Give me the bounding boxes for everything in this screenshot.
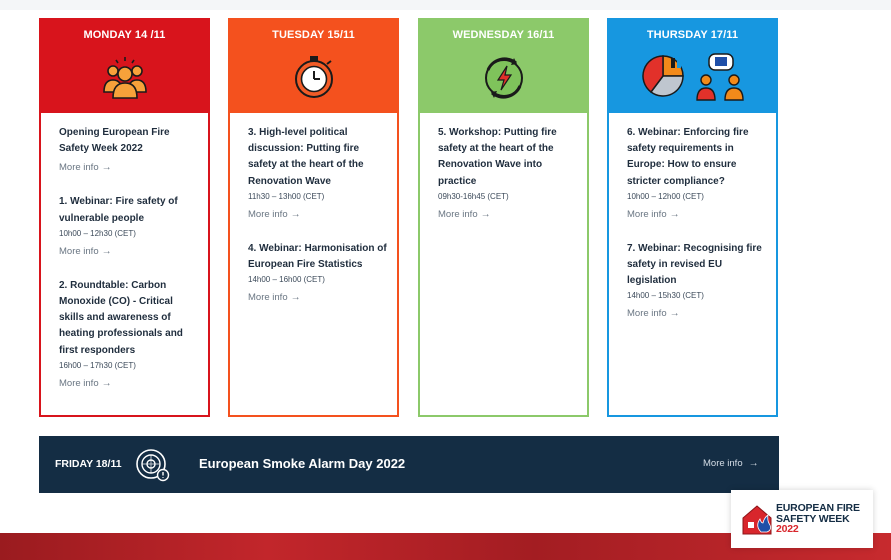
event-title: 5. Workshop: Putting fire safety at the heart of the Renovation Wave into practice [438, 127, 557, 187]
arrow-right-icon: → [748, 458, 759, 469]
event-time: 14h00 – 15h30 (CET) [627, 291, 704, 301]
event-time: 14h00 – 16h00 (CET) [248, 275, 325, 285]
event-item [59, 194, 198, 259]
event-time: 16h00 – 17h30 (CET) [59, 360, 136, 370]
more-info-link[interactable]: More info → [438, 208, 491, 220]
event-title: 1. Webinar: Fire safety of vulnerable people [59, 196, 178, 224]
more-info-link[interactable]: More info → [627, 308, 680, 320]
event-title: 7. Webinar: Recognising fire safety in revised EU legislation [627, 242, 762, 287]
event-time: 11h30 – 13h00 (CET) [248, 191, 325, 201]
day-label: MONDAY 14 /11 [83, 29, 166, 41]
day-label: TUESDAY 15/11 [272, 29, 355, 41]
arrow-right-icon: → [669, 308, 680, 320]
arrow-right-icon: → [101, 377, 112, 389]
friday-event-title: European Smoke Alarm Day 2022 [199, 456, 406, 471]
more-info-link[interactable]: More info → [59, 377, 112, 389]
stopwatch-icon [291, 54, 337, 105]
event-item [627, 125, 766, 223]
house-flame-icon [741, 502, 773, 541]
arrow-right-icon: → [669, 208, 680, 220]
event-item [59, 125, 198, 176]
more-info-link[interactable]: More info → [627, 208, 680, 220]
event-title: 3. High-level political discussion: Putting fire safety at the heart of the Renovation Wave [248, 127, 364, 187]
event-time: 10h00 – 12h00 (CET) [627, 191, 704, 201]
day-card-thursday [607, 18, 778, 417]
arrow-right-icon: → [480, 208, 491, 220]
logo-text [776, 503, 860, 535]
logo-line-1: EUROPEAN FIRE [776, 502, 860, 514]
friday-more-info-link[interactable]: More info → [703, 458, 759, 469]
event-title: 4. Webinar: Harmonisation of European Fire Statistics [248, 242, 387, 271]
event-item [248, 125, 387, 223]
event-time: 10h00 – 12h30 (CET) [59, 228, 136, 238]
arrow-right-icon: → [290, 292, 301, 304]
day-card-header [420, 20, 587, 113]
event-item [59, 278, 198, 392]
more-info-link[interactable]: More info → [59, 162, 112, 174]
smoke-alarm-icon [135, 448, 171, 487]
logo-line-2: SAFETY WEEK [776, 512, 850, 525]
day-card-header [41, 20, 208, 113]
pie-chart-discussion-icon [637, 50, 749, 107]
day-card-wednesday [418, 18, 589, 417]
day-card-tuesday [228, 18, 399, 417]
event-item [627, 241, 766, 323]
day-label: THURSDAY 17/11 [646, 29, 739, 41]
event-title: 2. Roundtable: Carbon Monoxide (CO) - Critical skills and awareness of heating professionals and first responders [59, 279, 183, 356]
event-item [438, 125, 577, 223]
day-card-header [609, 20, 776, 113]
logo-year: 2022 [776, 523, 799, 535]
day-label: WEDNESDAY 16/11 [452, 29, 555, 41]
day-card-header [230, 20, 397, 113]
people-group-icon [101, 54, 149, 107]
friday-bar [39, 436, 779, 493]
arrow-right-icon: → [101, 245, 112, 257]
event-title: Opening European Fire Safety Week 2022 [59, 127, 170, 155]
day-card-monday [39, 18, 210, 417]
top-strip [0, 0, 891, 10]
friday-day-label: FRIDAY 18/11 [55, 458, 122, 470]
more-info-link[interactable]: More info → [248, 292, 301, 304]
event-item [248, 241, 387, 306]
energy-renewal-icon [480, 54, 528, 107]
more-info-link[interactable]: More info → [248, 208, 301, 220]
event-time: 09h30-16h45 (CET) [438, 191, 509, 201]
efsw-logo [731, 490, 873, 548]
more-info-link[interactable]: More info → [59, 245, 112, 257]
event-title: 6. Webinar: Enforcing fire safety requirements in Europe: How to ensure stricter compliance? [627, 127, 749, 187]
arrow-right-icon: → [290, 208, 301, 220]
arrow-right-icon: → [101, 162, 112, 174]
